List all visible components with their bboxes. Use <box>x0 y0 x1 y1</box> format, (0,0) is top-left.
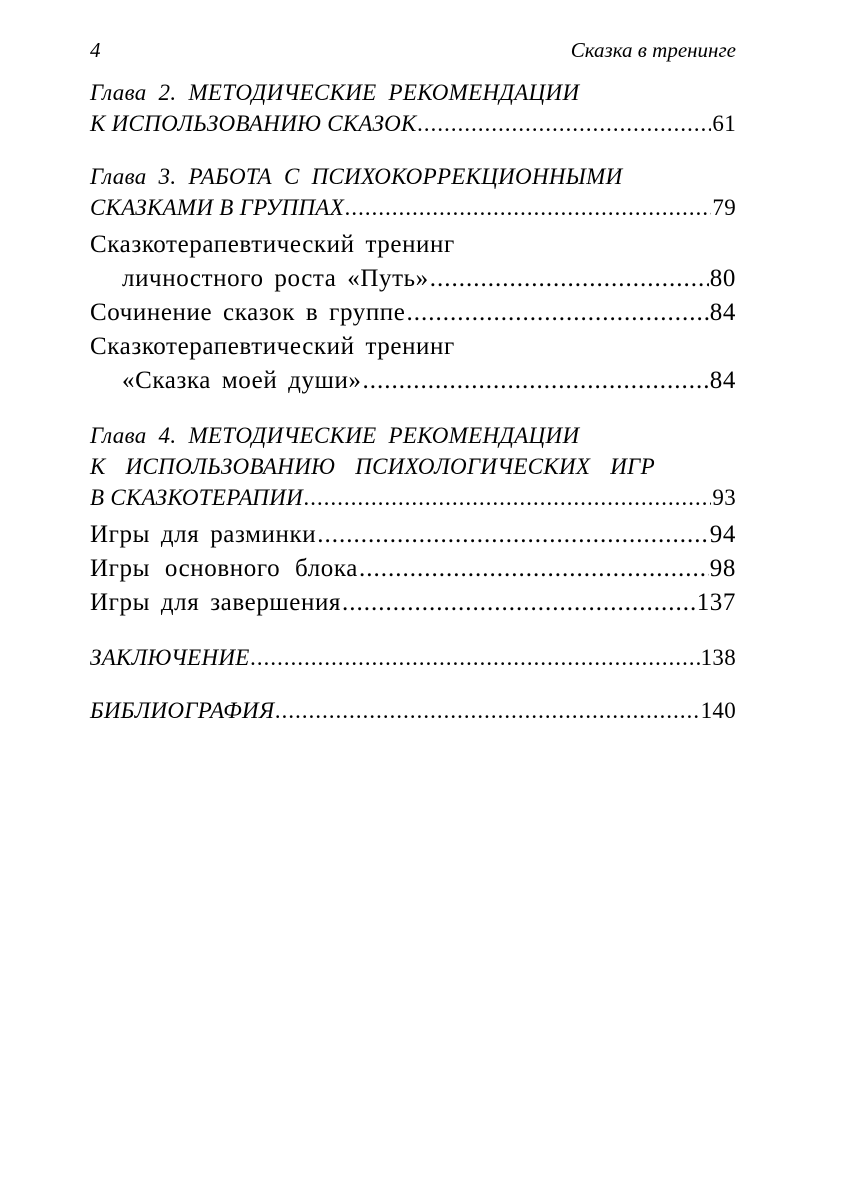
section-title-line-1: Сказкотерапевтический тренинг <box>90 333 455 360</box>
toc-entry-section[interactable] <box>90 228 736 296</box>
section-page: 84 <box>709 299 736 326</box>
page-number: 4 <box>90 38 101 62</box>
section-title: Игры основного блока <box>90 555 358 582</box>
section-title-line-2: личностного роста «Путь» <box>122 265 429 292</box>
section-page: 94 <box>709 521 736 548</box>
leader-dots <box>406 296 708 330</box>
section-page: 137 <box>696 589 736 616</box>
section-page: 98 <box>709 555 736 582</box>
conclusion-title: ЗАКЛЮЧЕНИЕ <box>90 645 250 670</box>
leader-dots <box>430 262 709 296</box>
leader-dots <box>345 192 711 223</box>
section-title-line-1: Сказкотерапевтический тренинг <box>90 231 455 258</box>
chapter-4-title-line-3: В СКАЗКОТЕРАПИИ <box>90 485 304 510</box>
toc-entry-conclusion[interactable] <box>90 642 736 673</box>
toc-entry-chapter-2[interactable] <box>90 77 736 139</box>
chapter-2-title-line-2: К ИСПОЛЬЗОВАНИЮ СКАЗОК <box>90 111 417 136</box>
chapter-3-title-line-1: Глава 3. РАБОТА С ПСИХОКОРРЕКЦИОННЫМИ <box>90 164 623 189</box>
section-title-line-2: «Сказка моей души» <box>122 367 362 394</box>
toc-entry-chapter-3[interactable] <box>90 161 736 223</box>
conclusion-page: 138 <box>700 645 736 670</box>
chapter-4-page: 93 <box>712 485 736 510</box>
leader-dots <box>359 552 709 586</box>
section-page: 80 <box>709 265 736 292</box>
bibliography-title: БИБЛИОГРАФИЯ <box>90 698 275 723</box>
bibliography-page: 140 <box>700 698 736 723</box>
section-title: Игры для завершения <box>90 589 342 616</box>
toc-entry-section[interactable] <box>90 330 736 398</box>
toc-entry-chapter-4[interactable] <box>90 420 736 513</box>
chapter-4-title-line-1: Глава 4. МЕТОДИЧЕСКИЕ РЕКОМЕНДАЦИИ <box>90 423 580 448</box>
toc-entry-bibliography[interactable] <box>90 695 736 726</box>
section-title: Игры для разминки <box>90 521 317 548</box>
leader-dots <box>418 108 712 139</box>
chapter-4-title-line-2: К ИСПОЛЬЗОВАНИЮ ПСИХОЛОГИЧЕСКИХ ИГР <box>90 454 655 479</box>
chapter-3-title-line-2: СКАЗКАМИ В ГРУППАХ <box>90 195 345 220</box>
leader-dots <box>251 642 700 673</box>
section-title: Сочинение сказок в группе <box>90 299 406 326</box>
leader-dots <box>342 586 696 620</box>
table-of-contents <box>90 77 736 726</box>
chapter-3-page: 79 <box>712 195 736 220</box>
leader-dots <box>275 695 699 726</box>
toc-entry-section[interactable] <box>90 296 736 330</box>
section-page: 84 <box>709 367 736 394</box>
toc-entry-section[interactable] <box>90 518 736 552</box>
leader-dots <box>317 518 709 552</box>
chapter-2-title-line-1: Глава 2. МЕТОДИЧЕСКИЕ РЕКОМЕНДАЦИИ <box>90 80 580 105</box>
leader-dots <box>304 482 711 513</box>
leader-dots <box>363 364 709 398</box>
chapter-2-page: 61 <box>712 111 736 136</box>
toc-entry-section[interactable] <box>90 586 736 620</box>
running-title: Сказка в тренинге <box>570 38 736 62</box>
toc-entry-section[interactable] <box>90 552 736 586</box>
